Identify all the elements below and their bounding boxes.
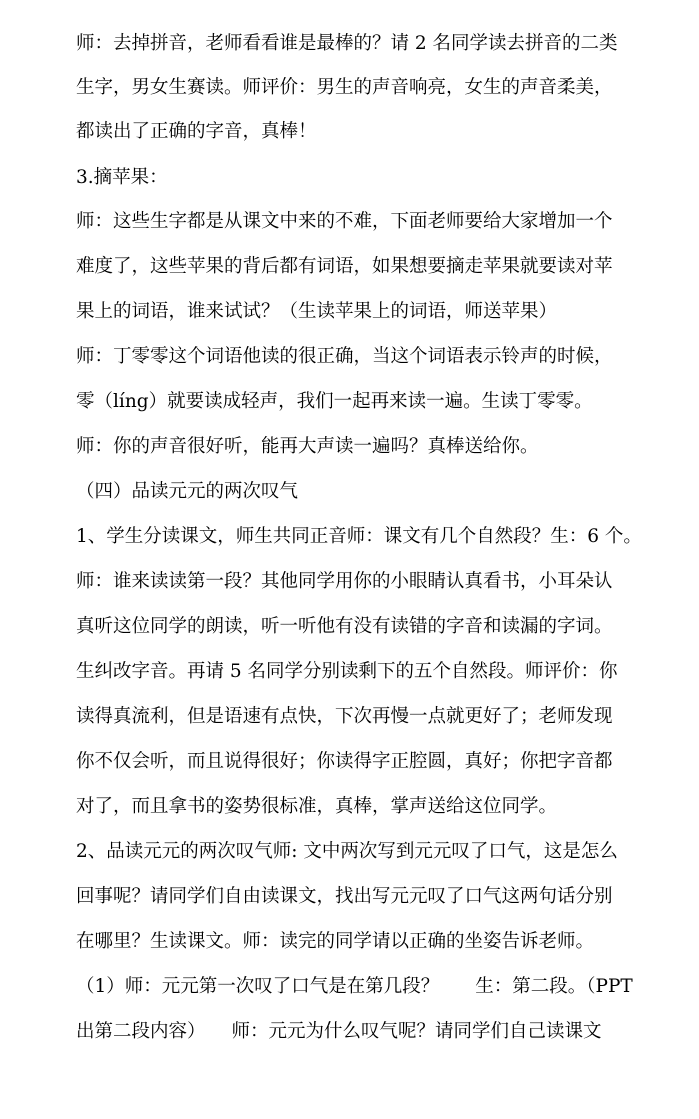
text-line: 你不仅会听，而且说得很好；你读得字正腔圆，真好；你把字音都 <box>76 751 613 772</box>
section-heading: （四）品读元元的两次叹气 <box>76 481 299 502</box>
text-line: 零（líng）就要读成轻声，我们一起再来读一遍。生读丁零零。 <box>76 391 593 412</box>
text-line: 师：谁来读读第一段？其他同学用你的小眼睛认真看书，小耳朵认 <box>76 571 613 592</box>
section-heading: 3.摘苹果： <box>76 167 168 188</box>
text-line: 师：去掉拼音，老师看看谁是最棒的？请 2 名同学读去拼音的二类 <box>76 33 618 54</box>
text-line: 师：这些生字都是从课文中来的不难，下面老师要给大家增加一个 <box>76 211 613 232</box>
text-line: 难度了，这些苹果的背后都有词语，如果想要摘走苹果就要读对苹 <box>76 256 613 277</box>
text-line: 师：你的声音很好听，能再大声读一遍吗？真棒送给你。 <box>76 436 539 457</box>
text-line: 回事呢？请同学们自由读课文，找出写元元叹了口气这两句话分别 <box>76 886 613 907</box>
text-segment: （1）师：元元第一次叹了口气是在第几段？ <box>76 976 440 997</box>
text-line: 师：丁零零这个词语他读的很正确，当这个词语表示铃声的时候， <box>76 346 613 367</box>
text-line: 果上的词语，谁来试试？（生读苹果上的词语，师送苹果） <box>76 301 558 322</box>
text-line: 1、学生分读课文，师生共同正音师：课文有几个自然段？生：6 个。 <box>76 526 642 547</box>
text-line <box>76 975 676 999</box>
text-line: 真听这位同学的朗读，听一听他有没有读错的字音和读漏的字词。 <box>76 616 613 637</box>
text-line: 生字，男女生赛读。师评价：男生的声音响亮，女生的声音柔美， <box>76 77 613 98</box>
text-line: 生纠改字音。再请 5 名同学分别读剩下的五个自然段。师评价：你 <box>76 661 618 682</box>
text-line: 2、品读元元的两次叹气师: 文中两次写到元元叹了口气，这是怎么 <box>76 841 618 862</box>
text-line: 对了，而且拿书的姿势很标准，真棒，掌声送给这位同学。 <box>76 796 558 817</box>
text-line: 读得真流利，但是语速有点快，下次再慢一点就更好了；老师发现 <box>76 706 613 727</box>
text-segment: 师：元元为什么叹气呢？请同学们自己读课文 <box>231 1021 602 1042</box>
text-segment: 出第二段内容） <box>76 1021 206 1042</box>
text-line: 在哪里？生读课文。师：读完的同学请以正确的坐姿告诉老师。 <box>76 931 595 952</box>
text-segment: 生：第二段。（PPT <box>475 976 633 997</box>
text-line <box>76 1020 676 1044</box>
text-line: 都读出了正确的字音，真棒！ <box>76 121 317 142</box>
